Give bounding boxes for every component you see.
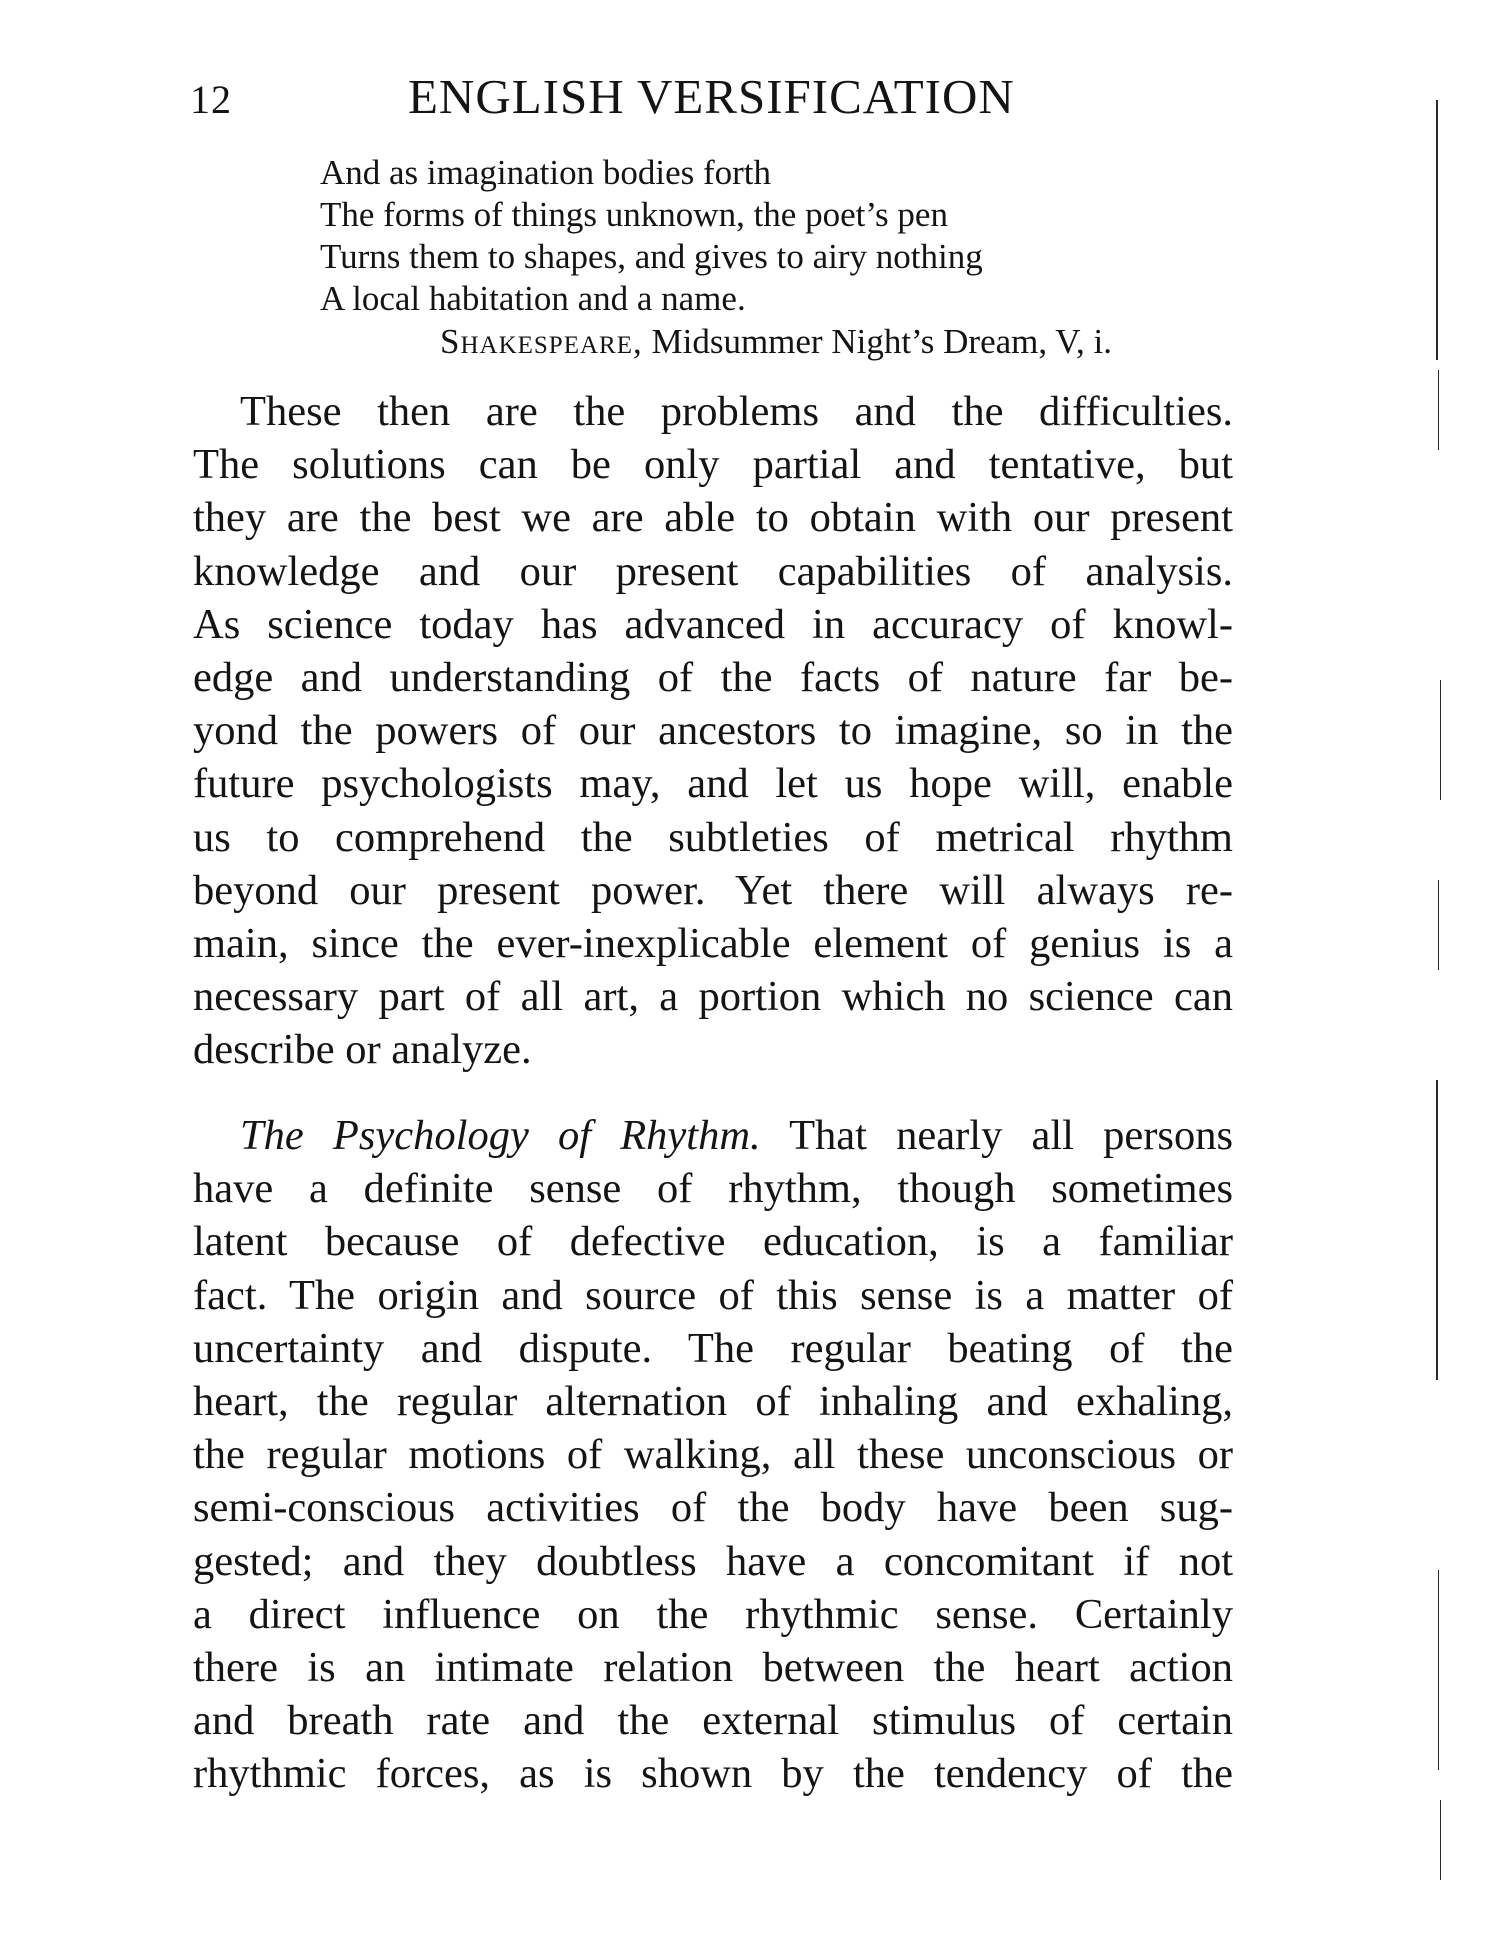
scan-edge-mark bbox=[1440, 1800, 1441, 1880]
text-line: describe or analyze. bbox=[193, 1026, 532, 1074]
running-head: ENGLISH VERSIFICATION bbox=[408, 69, 1015, 124]
verse-quotation bbox=[320, 152, 1240, 320]
scan-edge-shadow bbox=[1428, 0, 1488, 1957]
text-line: beyond our present power. Yet there will always re- bbox=[193, 866, 1233, 914]
text-line: gested; and they doubtless have a concomitant if not bbox=[193, 1537, 1233, 1585]
paragraph-problems bbox=[193, 385, 1233, 1077]
paragraph-psychology-of-rhythm bbox=[193, 1109, 1233, 1801]
text-line: a direct influence on the rhythmic sense. Certainly bbox=[193, 1590, 1233, 1638]
text-line: main, since the ever-inexplicable element of genius is a bbox=[193, 920, 1233, 968]
verse-line: The forms of things unknown, the poet’s pen bbox=[320, 195, 948, 234]
verse-line: Turns them to shapes, and gives to airy nothing bbox=[320, 237, 983, 276]
text-line: rhythmic forces, as is shown by the tendency of the bbox=[193, 1750, 1233, 1798]
scan-edge-mark bbox=[1438, 880, 1439, 970]
text-line: knowledge and our present capabilities of analysis. bbox=[193, 547, 1233, 595]
text-line: fact. The origin and source of this sense is a matter of bbox=[193, 1271, 1233, 1319]
text-line: future psychologists may, and let us hope will, enable bbox=[193, 760, 1233, 808]
text-line: These then are the problems and the difficulties. bbox=[240, 388, 1233, 435]
scan-edge-mark bbox=[1436, 1080, 1438, 1380]
citation-work: Midsummer Night’s Dream, V, i. bbox=[642, 322, 1112, 361]
text-line: yond the powers of our ancestors to imagine, so in the bbox=[193, 707, 1233, 755]
text-line: necessary part of all art, a portion which no science can bbox=[193, 973, 1233, 1021]
section-heading: The Psychology of Rhythm. bbox=[240, 1112, 761, 1159]
verse-line: And as imagination bodies forth bbox=[320, 153, 772, 192]
text-line: edge and understanding of the facts of nature far be- bbox=[193, 654, 1233, 702]
verse-citation bbox=[440, 322, 1112, 362]
text-line: semi-conscious activities of the body have been sug- bbox=[193, 1484, 1233, 1532]
text-line: As science today has advanced in accuracy of knowl- bbox=[193, 600, 1233, 648]
page-header bbox=[190, 68, 1240, 138]
text-line: The solutions can be only partial and tentative, but bbox=[193, 441, 1233, 489]
scan-edge-mark bbox=[1436, 100, 1438, 360]
verse-line: A local habitation and a name. bbox=[320, 279, 746, 318]
text-line: and breath rate and the external stimulus of certain bbox=[193, 1697, 1233, 1745]
text-line: heart, the regular alternation of inhaling and exhaling, bbox=[193, 1378, 1233, 1426]
text-line: us to comprehend the subtleties of metrical rhythm bbox=[193, 813, 1233, 861]
text-line bbox=[193, 1109, 1233, 1162]
text-run: That nearly all persons bbox=[760, 1112, 1233, 1159]
scan-edge-mark bbox=[1440, 680, 1441, 800]
text-line: they are the best we are able to obtain with our present bbox=[193, 494, 1233, 542]
scan-edge-mark bbox=[1438, 1570, 1439, 1770]
page-number: 12 bbox=[190, 77, 232, 122]
text-line: uncertainty and dispute. The regular beating of the bbox=[193, 1324, 1233, 1372]
text-line: latent because of defective education, is a familiar bbox=[193, 1218, 1233, 1266]
text-line: the regular motions of walking, all these unconscious or bbox=[193, 1431, 1233, 1479]
text-line: have a definite sense of rhythm, though sometimes bbox=[193, 1165, 1233, 1213]
text-line: there is an intimate relation between the heart action bbox=[193, 1644, 1233, 1692]
citation-author: Shakespeare, bbox=[440, 322, 643, 361]
scan-edge-mark bbox=[1438, 370, 1439, 450]
